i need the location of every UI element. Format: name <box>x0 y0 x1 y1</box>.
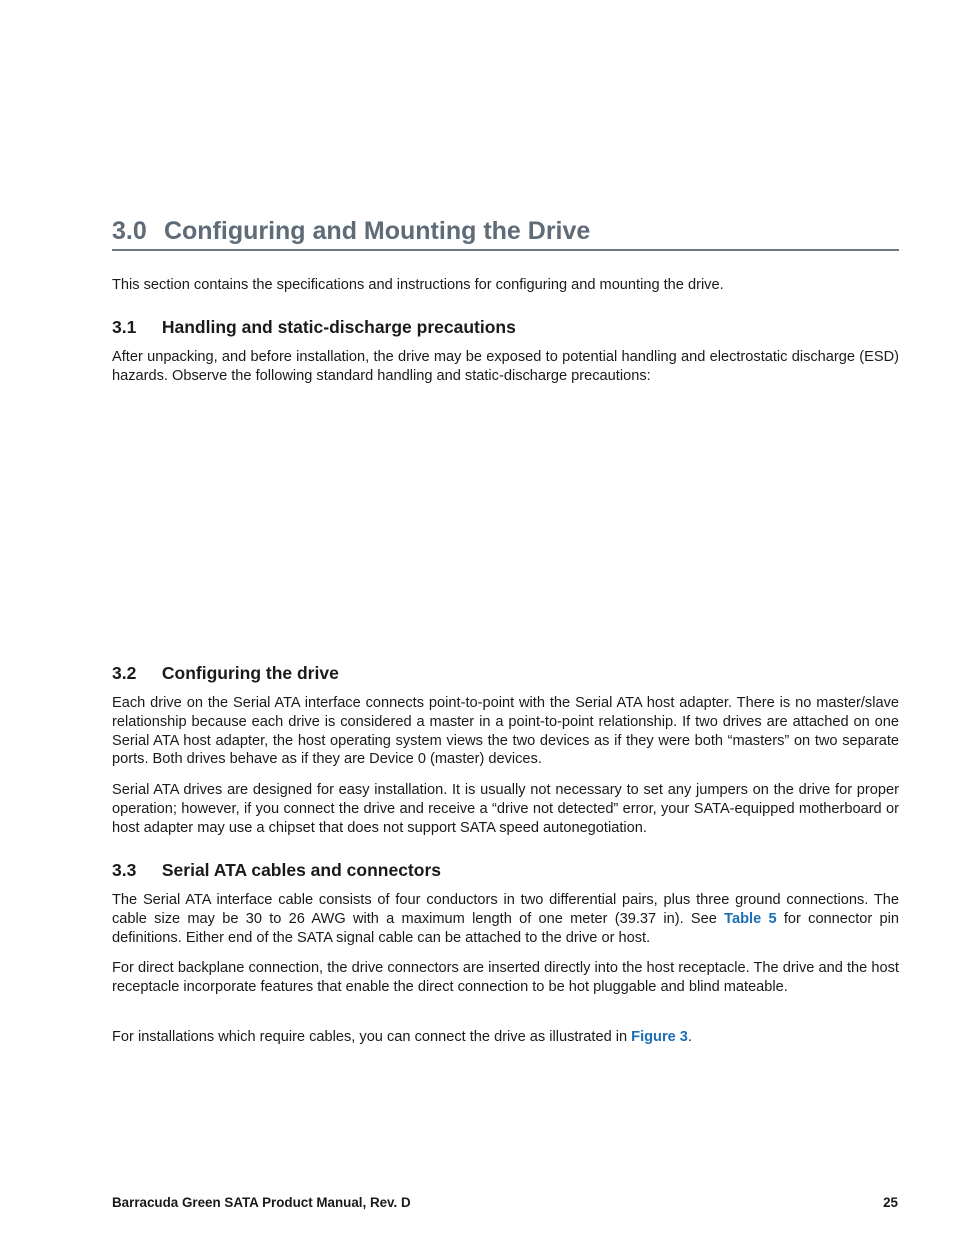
paragraph-text: for connector pin definitions. Either end of the SATA signal cable can be attached to the drive or host. <box>112 910 899 946</box>
section-3-3-paragraph-1 <box>112 891 899 947</box>
paragraph-text: For installations which require cables, you can connect the drive as illustrated in <box>112 1029 632 1045</box>
footer-document-title: Barracuda Green SATA Product Manual, Rev. D <box>112 1195 411 1210</box>
section-number: 3.3 <box>112 860 137 880</box>
chapter-title: Configuring and Mounting the Drive <box>163 217 591 245</box>
paragraph-text: The Serial ATA interface cable consists of four conductors in two differential pairs, plus three ground connections. The cable size may be 30 to 26 AWG with a maximum length of one meter (39.37 in). See <box>112 892 899 927</box>
paragraph-text: . <box>687 1029 692 1045</box>
chapter-intro: This section contains the specifications and instructions for configuring and mounting the drive. <box>112 277 724 293</box>
section-title: Configuring the drive <box>161 663 339 683</box>
table-5-link[interactable]: Table 5 <box>724 910 777 927</box>
section-3-3-paragraph-2: For direct backplane connection, the drive connectors are inserted directly into the host receptacle. The drive and the host receptacle incorporate features that enable the direct connection to be hot pluggable and blind mateable. <box>112 960 899 995</box>
figure-3-link[interactable]: Figure 3 <box>631 1029 688 1045</box>
section-3-2-paragraph-2: Serial ATA drives are designed for easy installation. It is usually not necessary to set any jumpers on the drive for proper operation; however, if you connect the drive and receive a “drive not detected” error, your SATA-equipped motherboard or host adapter may use a chipset that does not support SATA speed autonegotiation. <box>112 782 899 836</box>
chapter-heading <box>112 214 899 251</box>
section-heading-3-3 <box>112 859 899 881</box>
section-title: Handling and static-discharge precautions <box>161 317 516 337</box>
footer-page-number: 25 <box>883 1195 898 1210</box>
chapter-number: 3.0 <box>112 217 147 245</box>
section-heading-3-2 <box>112 662 899 684</box>
section-number: 3.2 <box>112 663 137 683</box>
section-3-3-paragraph-3 <box>112 1028 899 1047</box>
section-3-2-paragraph-1: Each drive on the Serial ATA interface connects point-to-point with the Serial ATA host adapter. There is no master/slave relationship because each drive is considered a master in a point-to-point relationship. If two drives are attached on one Serial ATA host adapter, the host operating system views the two devices as if they were both “masters” on two separate ports. Both drives behave as if they are Device 0 (master) devices. <box>112 695 899 768</box>
section-3-1-paragraph: After unpacking, and before installation, the drive may be exposed to potential handling and electrostatic discharge (ESD) hazards. Observe the following standard handling and static-discharge precautions: <box>112 349 899 384</box>
section-title: Serial ATA cables and connectors <box>161 860 441 880</box>
section-heading-3-1 <box>112 316 899 338</box>
section-number: 3.1 <box>112 317 137 337</box>
